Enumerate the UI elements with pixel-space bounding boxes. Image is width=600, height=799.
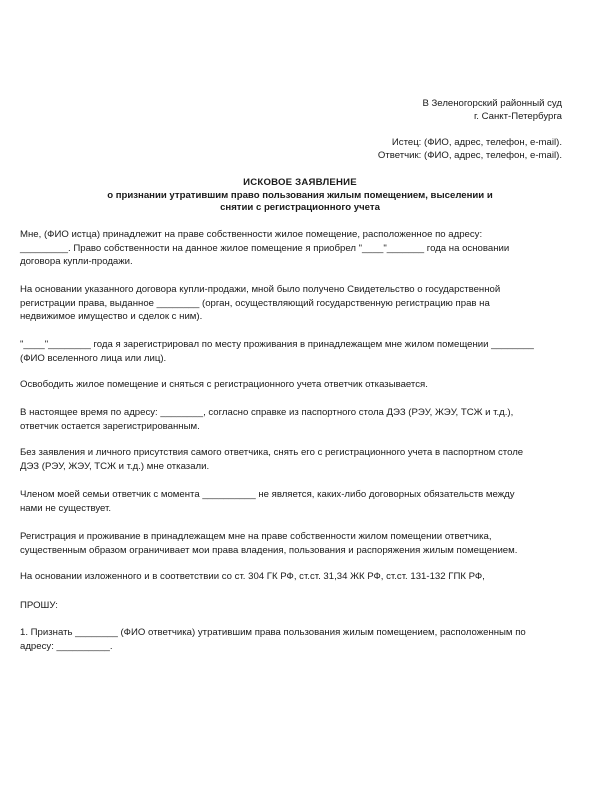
paragraph-request-item-1: 1. Признать ________ (ФИО ответчика) утратившим права пользования жилым помещением, расположенным по адресу: __________. — [20, 627, 526, 652]
paragraph-current-registration: В настоящее время по адресу: ________, согласно справке из паспортного стола ДЭЗ (РЭУ, ЖЭУ, ТСЖ и т.д.), ответчик остается зарегистрированным. — [20, 407, 514, 432]
defendant-line: Ответчик: (ФИО, адрес, телефон, e-mail). — [377, 150, 562, 161]
paragraph-passport-office: Без заявления и личного присутствия самого ответчика, снять его с регистрационного учета в паспортном столе ДЭЗ (РЭУ, ЖЭУ, ТСЖ и т.д.) мне отказали. — [20, 447, 524, 472]
paragraph-family-member: Членом моей семьи ответчик с момента __________ не является, каких-либо договорных обязательств между нами не существует. — [20, 489, 515, 514]
paragraph-registration: "____"________ года я зарегистрировал по месту проживания в принадлежащем мне жилом помещении ________ (ФИО вселенного лица или лиц). — [20, 339, 534, 364]
plaintiff-line: Истец: (ФИО, адрес, телефон, e-mail). — [391, 137, 562, 148]
paragraph-request-heading: ПРОШУ: — [20, 600, 58, 611]
paragraph-legal-basis: На основании изложенного и в соответствии со ст. 304 ГК РФ, ст.ст. 31,34 ЖК РФ, ст.ст. 131-132 ГПК РФ, — [20, 571, 485, 582]
paragraph-refusal: Освободить жилое помещение и сняться с регистрационного учета ответчик отказывается. — [20, 379, 428, 390]
paragraph-ownership: Мне, (ФИО истца) принадлежит на праве собственности жилое помещение, расположенное по адресу: _________. Право собственности на данное жилое помещение я приобрел "____"_______ года на основании договора купли-продажи. — [20, 229, 510, 268]
paragraph-certificate: На основании указанного договора купли-продажи, мной было получено Свидетельство о государственной регистрации права, выданное ________ (орган, осуществляющий государственную регистрацию прав на недвижимое имущество и сделок с ним). — [20, 284, 501, 323]
court-city: г. Санкт-Петербурга — [473, 111, 562, 122]
court-name: В Зеленогорский районный суд — [422, 98, 562, 109]
title-main: ИСКОВОЕ ЗАЯВЛЕНИЕ — [243, 177, 357, 188]
title-subtitle-line2: снятии с регистрационного учета — [220, 202, 380, 213]
parties-block — [378, 136, 562, 162]
document-title — [90, 177, 510, 215]
court-address-block — [422, 97, 562, 123]
paragraph-restriction: Регистрация и проживание в принадлежащем мне на праве собственности жилом помещении ответчика, существенным образом ограничивает мои права владения, пользования и распоряжения жилым помещением. — [20, 531, 518, 556]
title-subtitle-line1: о признании утратившим право пользования жилым помещением, выселении и — [107, 189, 493, 201]
